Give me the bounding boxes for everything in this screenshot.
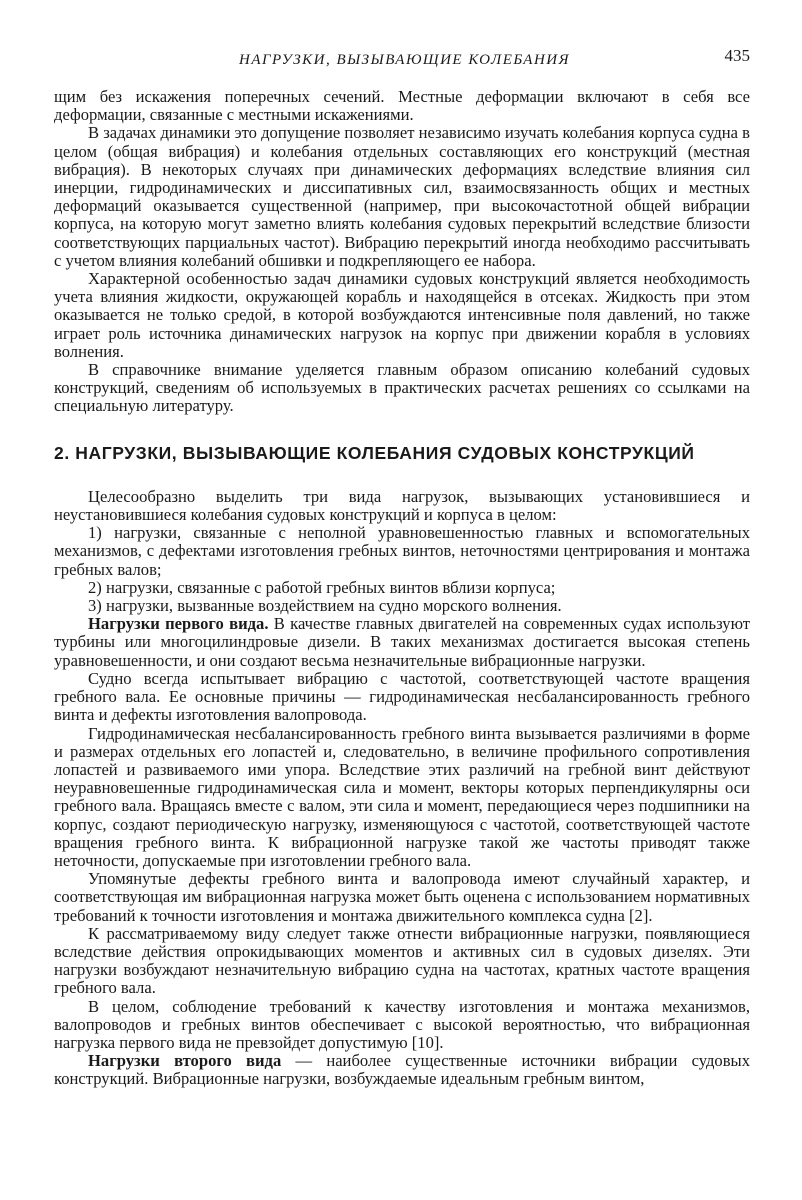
paragraph: Гидродинамическая несбалансированность гребного винта вызывается различиями в форме и размерах отдельных его лопастей и, следовательно, в величине профильного сопротивления лопастей и развиваемого ими упора. Вследствие этих различий на гребной винт действуют неуравновешенные гидродинамическая сила и момент, векторы которых перпендикулярны оси гребного вала. Вращаясь вместе с валом, эти сила и момент, передающиеся через подшипники на корпус, создают периодическую нагрузку, изменяющуюся с частотой, соответствующей частоте вращения гребного винта. К вибрационной нагрузке такой же частоты приводят также неточности, допускаемые при изготовлении гребного вала. — [54, 723, 750, 870]
paragraph: Судно всегда испытывает вибрацию с частотой, соответствующей частоте вращения гребного вала. Ее основные причины — гидродинамическая несбалансированность гребного винта и дефекты изготовления валопровода. — [54, 668, 750, 725]
page-number: 435 — [724, 46, 750, 65]
body-text — [54, 88, 750, 1089]
run-in-heading-second-kind: Нагрузки второго вида — [88, 1051, 282, 1071]
paragraph: Целесообразно выделить три вида нагрузок, вызывающих установившиеся и неустановившиеся колебания судовых конструкций и корпуса в целом: — [54, 486, 750, 525]
paragraph-text: В качестве главных двигателей на современных судах используют турбины или многоцилиндровые дизели. В таких механизмах достигается высокая степень уравновешенности, и они создают весьма незначительные вибрационные нагрузки. — [54, 614, 750, 670]
book-page — [54, 40, 750, 1089]
running-title: НАГРУЗКИ, ВЫЗЫВАЮЩИЕ КОЛЕБАНИЯ — [239, 52, 570, 68]
section-heading: 2. НАГРУЗКИ, ВЫЗЫВАЮЩИЕ КОЛЕБАНИЯ СУДОВЫХ КОНСТРУКЦИЙ — [54, 442, 695, 463]
paragraph: Характерной особенностью задач динамики судовых конструкций является необходимость учета влияния жидкости, окружающей корабль и находящейся в отсеках. Жидкость при этом оказывается не только средой, в которой возбуждаются интенсивные поля давлений, но также играет роль источника динамических нагрузок на корпус при движении корабля в условиях волнения. — [54, 269, 750, 361]
paragraph: В задачах динамики это допущение позволяет независимо изучать колебания корпуса судна в целом (общая вибрация) и колебания отдельных составляющих его конструкций (местная вибрация). В некоторых случаях при динамических деформациях вследствие влияния сил инерции, гидродинамических и диссипативных сил, взаимосвязанность общих и местных деформаций оказывается существенной (например, при высокочастотной общей вибрации корпуса, на которую могут заметно влиять колебания судовых перекрытий вследствие близости соответствующих парциальных частот). Вибрацию перекрытий иногда необходимо рассчитывать с учетом влияния колебаний обшивки и подкрепляющего ее набора. — [54, 123, 750, 270]
paragraph: В целом, соблюдение требований к качеству изготовления и монтажа механизмов, валопроводов и гребных винтов обеспечивает с высокой вероятностью, что вибрационная нагрузка первого вида не превзойдет допустимую [10]. — [54, 996, 750, 1052]
paragraph: В справочнике внимание уделяется главным образом описанию колебаний судовых конструкций, сведениям об используемых в практических расчетах решениях со ссылками на специальную литературу. — [54, 360, 750, 416]
paragraph: Упомянутые дефекты гребного винта и валопровода имеют случайный характер, и соответствующая им вибрационная нагрузка может быть оценена с использованием нормативных требований к точности изготовления и монтажа движительного комплекса судна [2]. — [54, 869, 750, 925]
list-item: 1) нагрузки, связанные с неполной уравновешенностью главных и вспомогательных механизмов, с дефектами изготовления гребных винтов, неточностями центрирования и монтажа гребных валов; — [54, 523, 750, 579]
run-in-heading-first-kind: Нагрузки первого вида. — [88, 614, 269, 634]
list-item: 3) нагрузки, вызванные воздействием на судно морского волнения. — [88, 596, 562, 616]
paragraph — [54, 615, 750, 670]
running-header — [54, 40, 750, 68]
paragraph-text: — наиболее существенные источники вибрации судовых конструкций. Вибрационные нагрузки, возбуждаемые идеальным гребным винтом, — [54, 1051, 750, 1089]
paragraph: щим без искажения поперечных сечений. Местные деформации включают в себя все деформации, связанные с местными искажениями. — [54, 87, 750, 125]
list-item: 2) нагрузки, связанные с работой гребных винтов вблизи корпуса; — [88, 577, 556, 597]
paragraph — [54, 1052, 750, 1088]
paragraph: К рассматриваемому виду следует также отнести вибрационные нагрузки, появляющиеся вследствие действия опрокидывающих моментов и активных сил в судовых дизелях. Эти нагрузки возбуждают незначительную вибрацию судна на частотах, кратных частоте вращения гребного вала. — [54, 923, 750, 998]
